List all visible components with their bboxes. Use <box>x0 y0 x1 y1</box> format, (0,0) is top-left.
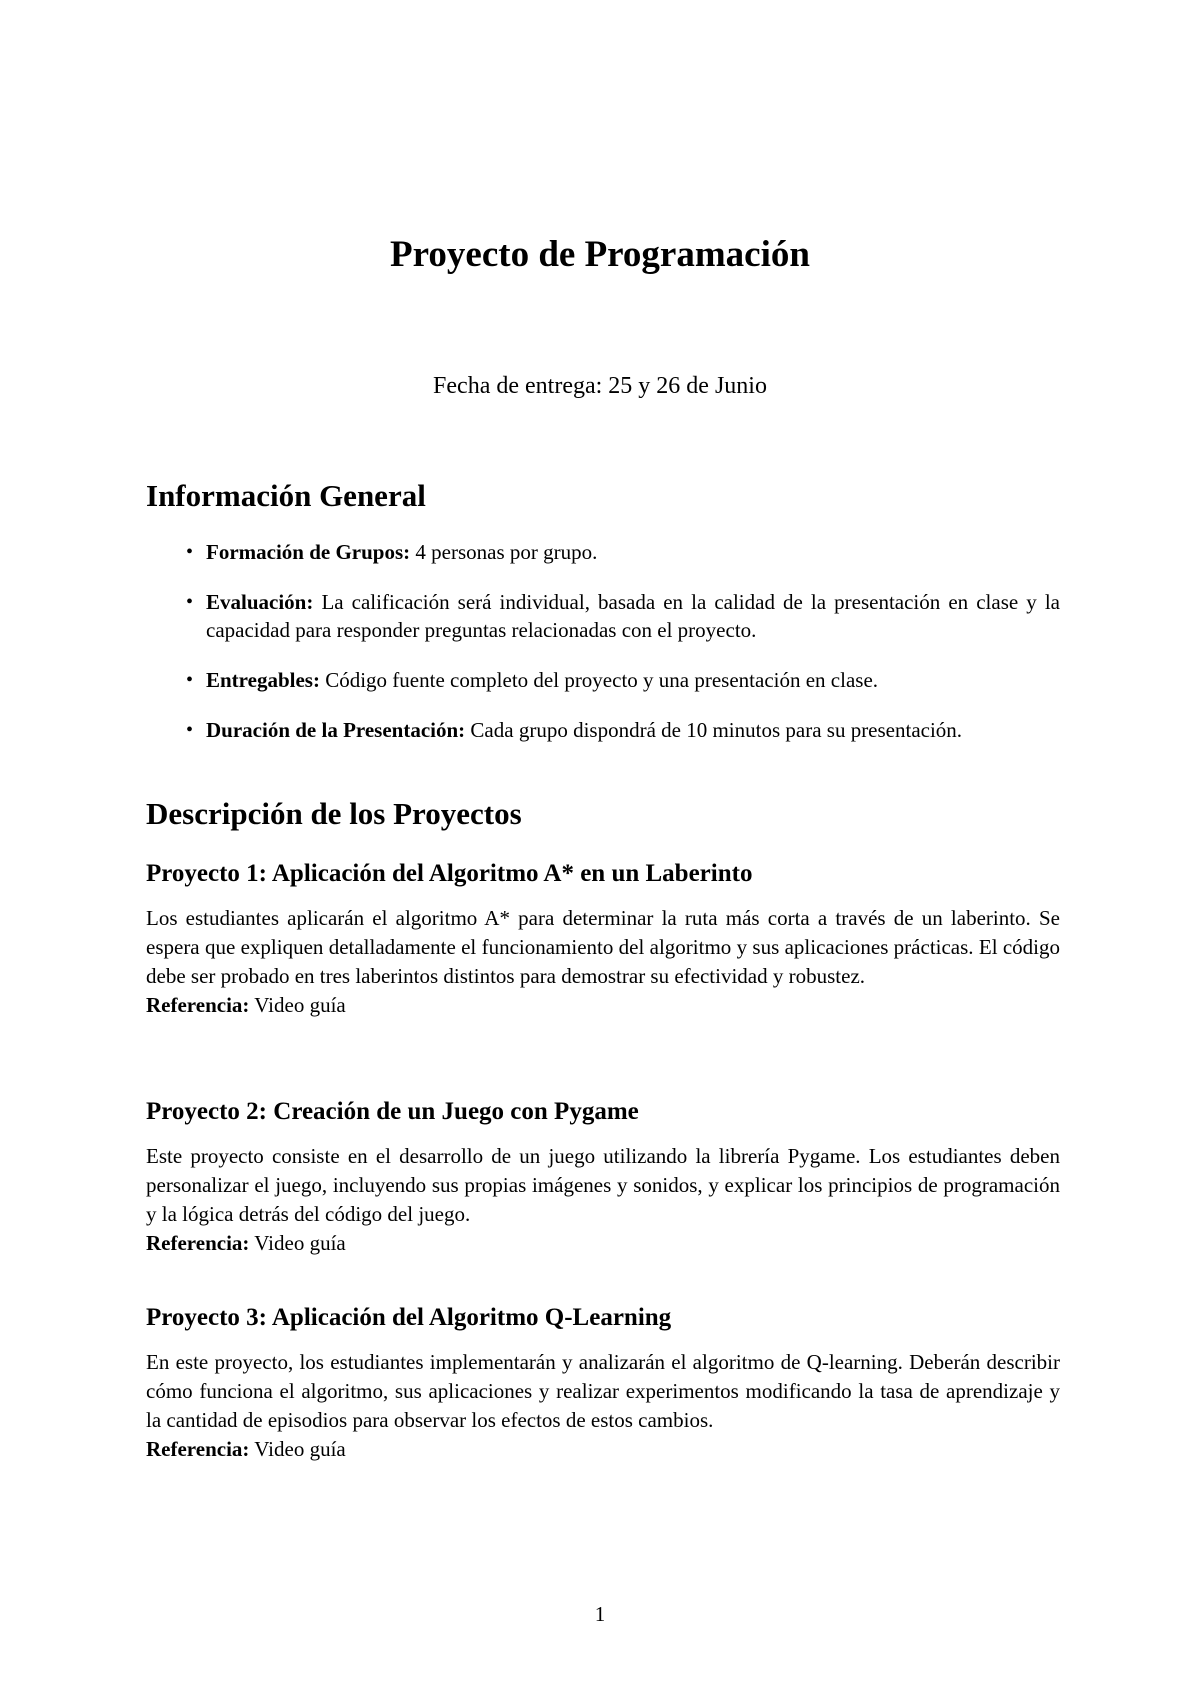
general-info-list <box>146 538 1060 766</box>
reference-line <box>146 1435 1060 1464</box>
project-1 <box>146 858 1060 1020</box>
item-text: La calificación será individual, basada en la calidad de la presentación en clase y la capacidad para responder preguntas relacionadas con el proyecto. <box>206 590 1060 642</box>
section-heading-general: Información General <box>146 478 426 513</box>
list-item <box>146 538 1060 566</box>
bullet-icon: • <box>186 669 194 691</box>
page-title: Proyecto de Programación <box>390 234 810 275</box>
project-description: Los estudiantes aplicarán el algoritmo A* para determinar la ruta más corta a través de un laberinto. Se espera que expliquen detalladamente el funcionamiento del algoritmo y sus aplicaciones prácticas. El código debe ser probado en tres laberintos distintos para demostrar su efectividad y robustez. <box>146 906 1060 988</box>
bullet-icon: • <box>186 541 194 563</box>
item-label: Entregables: <box>206 668 320 692</box>
reference-label: Referencia: <box>146 993 250 1017</box>
list-item <box>146 716 1060 744</box>
reference-label: Referencia: <box>146 1231 250 1255</box>
bullet-icon: • <box>186 591 194 613</box>
reference-line <box>146 991 1060 1020</box>
project-description: Este proyecto consiste en el desarrollo de un juego utilizando la librería Pygame. Los estudiantes deben personalizar el juego, incluyendo sus propias imágenes y sonidos, y explicar los principios de programación y la lógica detrás del código del juego. <box>146 1144 1060 1226</box>
item-label: Formación de Grupos: <box>206 540 411 564</box>
list-item <box>146 588 1060 644</box>
item-label: Evaluación: <box>206 590 314 614</box>
reference-label: Referencia: <box>146 1437 250 1461</box>
project-description: En este proyecto, los estudiantes implementarán y analizarán el algoritmo de Q-learning. Deberán describir cómo funciona el algoritmo, sus aplicaciones y realizar experimentos modificando la tasa de aprendizaje y la cantidad de episodios para observar los efectos de estos cambios. <box>146 1350 1060 1432</box>
delivery-date: Fecha de entrega: 25 y 26 de Junio <box>433 373 767 399</box>
item-text: Código fuente completo del proyecto y una presentación en clase. <box>325 668 879 692</box>
project-3 <box>146 1302 1060 1464</box>
video-guide-link[interactable]: Video guía <box>254 1231 346 1255</box>
video-guide-link[interactable]: Video guía <box>254 1437 346 1461</box>
item-text: 4 personas por grupo. <box>415 540 598 564</box>
section-heading-projects: Descripción de los Proyectos <box>146 796 522 831</box>
project-title: Proyecto 2: Creación de un Juego con Pygame <box>146 1098 639 1125</box>
project-title: Proyecto 1: Aplicación del Algoritmo A* en un Laberinto <box>146 860 753 887</box>
video-guide-link[interactable]: Video guía <box>254 993 346 1017</box>
project-title: Proyecto 3: Aplicación del Algoritmo Q-Learning <box>146 1304 672 1331</box>
item-text: Cada grupo dispondrá de 10 minutos para su presentación. <box>470 718 963 742</box>
reference-line <box>146 1229 1060 1258</box>
project-2 <box>146 1096 1060 1258</box>
list-item <box>146 666 1060 694</box>
page-number: 1 <box>594 1602 606 1626</box>
item-label: Duración de la Presentación: <box>206 718 466 742</box>
bullet-icon: • <box>186 719 194 741</box>
